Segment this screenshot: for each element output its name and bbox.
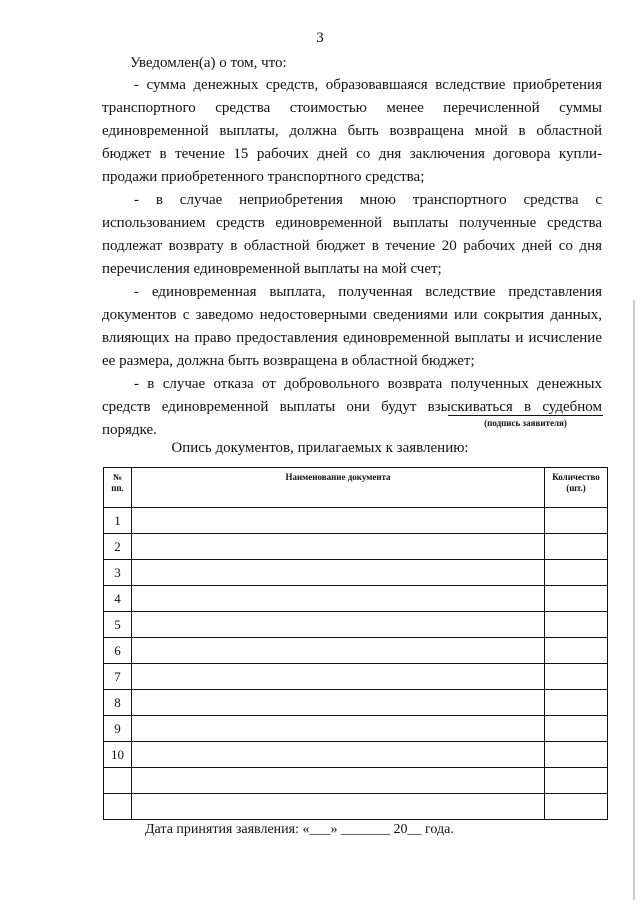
notice-item: - единовременная выплата, полученная вследствие представления документов с заведомо недостоверными сведениями или сокрытия данных, влияющих на право предоставления единовременной выплаты и исчисление ее размера, должна быть возвращена в областной бюджет;: [102, 284, 602, 369]
quantity-cell[interactable]: [545, 612, 608, 638]
column-header-quantity: [545, 468, 608, 508]
quantity-cell[interactable]: [545, 794, 608, 820]
notice-intro: Уведомлен(а) о том, что:: [130, 55, 287, 71]
quantity-cell[interactable]: [545, 742, 608, 768]
row-number-cell: 5: [104, 612, 132, 638]
table-row: [104, 612, 608, 638]
table-row: [104, 716, 608, 742]
column-header-number: [104, 468, 132, 508]
document-name-cell[interactable]: [132, 768, 545, 794]
document-name-cell[interactable]: [132, 638, 545, 664]
row-number-cell: [104, 794, 132, 820]
quantity-cell[interactable]: [545, 690, 608, 716]
table-row: [104, 560, 608, 586]
quantity-cell[interactable]: [545, 560, 608, 586]
column-header-quantity-line1: Количество: [552, 472, 600, 482]
date-line: Дата принятия заявления: «___» _______ 20__ года.: [145, 822, 454, 837]
table-header-row: [104, 468, 608, 508]
notice-item: - сумма денежных средств, образовавшаяся вследствие приобретения транспортного средства стоимостью менее перечисленной суммы единовременной выплаты, должна быть возвращена мной в областной бюджет в течение 15 рабочих дней со дня заключения договора купли-продажи приобретенного транспортного средства;: [102, 77, 602, 185]
row-number-cell: 10: [104, 742, 132, 768]
document-name-cell[interactable]: [132, 612, 545, 638]
table-row: [104, 742, 608, 768]
table-row: [104, 586, 608, 612]
table-row: [104, 768, 608, 794]
document-name-cell[interactable]: [132, 742, 545, 768]
document-name-cell[interactable]: [132, 560, 545, 586]
table-row: [104, 690, 608, 716]
column-header-quantity-line2: (шт.): [566, 483, 586, 493]
row-number-cell: 3: [104, 560, 132, 586]
row-number-cell: [104, 768, 132, 794]
notice-item: - в случае отказа от добровольного возврата полученных денежных средств единовременной выплаты они будут взыскиваться в судебном порядке.: [102, 376, 602, 438]
page-number: 3: [316, 30, 324, 46]
notice-item: - в случае неприобретения мною транспортного средства с использованием средств единовременной выплаты полученные средства подлежат возврату в областной бюджет в течение 20 рабочих дней со дня перечисления единовременной выплаты на мой счет;: [102, 192, 602, 277]
quantity-cell[interactable]: [545, 638, 608, 664]
row-number-cell: 2: [104, 534, 132, 560]
document-name-cell[interactable]: [132, 508, 545, 534]
document-name-cell[interactable]: [132, 534, 545, 560]
row-number-cell: 4: [104, 586, 132, 612]
document-name-cell[interactable]: [132, 664, 545, 690]
table-row: [104, 638, 608, 664]
table-row: [104, 664, 608, 690]
quantity-cell[interactable]: [545, 508, 608, 534]
document-name-cell[interactable]: [132, 794, 545, 820]
quantity-cell[interactable]: [545, 664, 608, 690]
quantity-cell[interactable]: [545, 768, 608, 794]
notice-body: [102, 74, 602, 442]
scan-edge-line: [633, 300, 635, 900]
table-row: [104, 508, 608, 534]
inventory-title: Опись документов, прилагаемых к заявлению:: [171, 440, 469, 456]
column-header-number-line1: №: [112, 472, 123, 482]
document-name-cell[interactable]: [132, 690, 545, 716]
table-row: [104, 794, 608, 820]
documents-table: [103, 467, 608, 820]
row-number-cell: 7: [104, 664, 132, 690]
row-number-cell: 1: [104, 508, 132, 534]
documents-table-body: [104, 508, 608, 820]
document-name-cell[interactable]: [132, 716, 545, 742]
column-header-document-name: Наименование документа: [132, 468, 545, 508]
row-number-cell: 8: [104, 690, 132, 716]
row-number-cell: 6: [104, 638, 132, 664]
signature-line[interactable]: [448, 415, 603, 416]
table-row: [104, 534, 608, 560]
quantity-cell[interactable]: [545, 586, 608, 612]
column-header-number-line2: пп.: [111, 483, 124, 493]
quantity-cell[interactable]: [545, 716, 608, 742]
signature-caption: (подпись заявителя): [484, 418, 567, 428]
document-name-cell[interactable]: [132, 586, 545, 612]
quantity-cell[interactable]: [545, 534, 608, 560]
row-number-cell: 9: [104, 716, 132, 742]
